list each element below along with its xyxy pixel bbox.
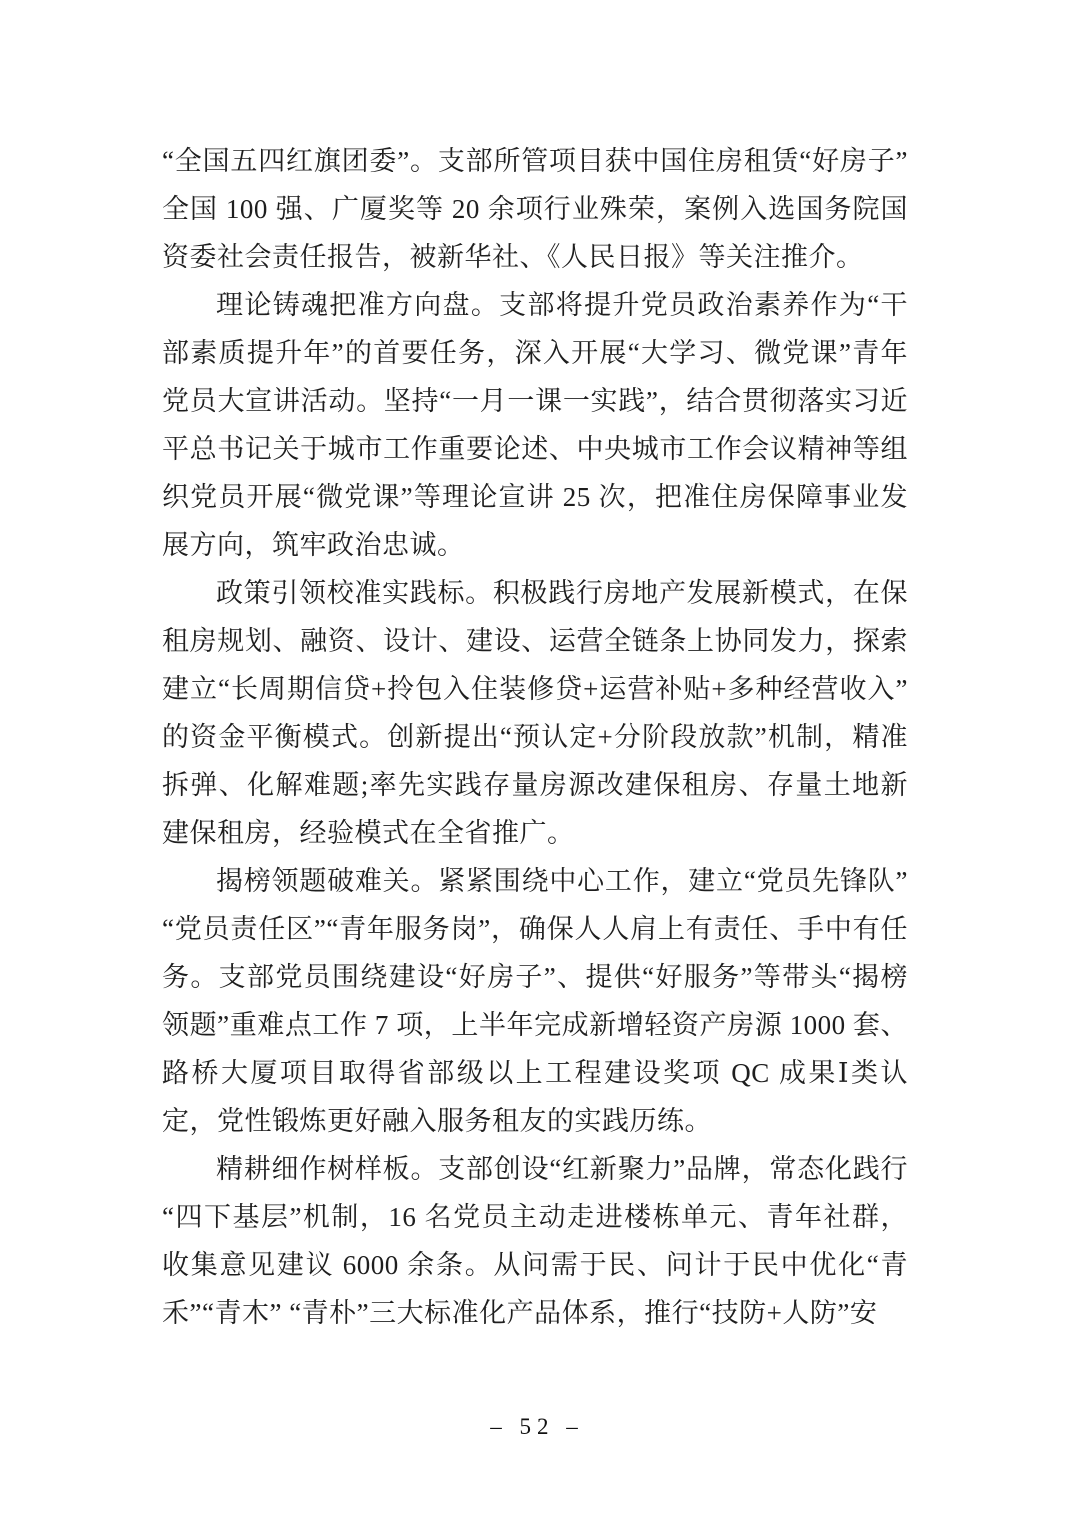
page-footer [0,1414,1074,1440]
paragraph-theory: 理论铸魂把准方向盘。支部将提升党员政治素养作为“干部素质提升年”的首要任务，深入开展“大学习、微党课”青年党员大宣讲活动。坚持“一月一课一实践”，结合贯彻落实习近平总书记关于城市工作重要论述、中央城市工作会议精神等组织党员开展“微党课”等理论宣讲 25 次，把准住房保障事业发展方向，筑牢政治忠诚。 [162,290,908,560]
paragraph-brand: 精耕细作树样板。支部创设“红新聚力”品牌，常态化践行“四下基层”机制，16 名党员主动走进楼栋单元、青年社群，收集意见建议 6000 余条。从问需于民、问计于民中优化“青禾”“青木” “青朴”三大标准化产品体系，推行“技防+人防”安 [162,1154,908,1328]
paragraph-policy: 政策引领校准实践标。积极践行房地产发展新模式，在保租房规划、融资、设计、建设、运营全链条上协同发力，探索建立“长周期信贷+拎包入住装修贷+运营补贴+多种经营收入”的资金平衡模式。创新提出“预认定+分阶段放款”机制，精准拆弹、化解难题;率先实践存量房源改建保租房、存量土地新建保租房，经验模式在全省推广。 [162,578,908,848]
paragraph-awards-continuation: “全国五四红旗团委”。支部所管项目获中国住房租赁“好房子”全国 100 强、广厦奖等 20 余项行业殊荣，案例入选国务院国资委社会责任报告，被新华社、《人民日报》等关注推介。 [162,146,908,272]
page-number: – 52 – [490,1414,584,1439]
paragraph-challenges: 揭榜领题破难关。紧紧围绕中心工作，建立“党员先锋队”“党员责任区”“青年服务岗”，确保人人肩上有责任、手中有任务。支部党员围绕建设“好房子”、提供“好服务”等带头“揭榜领题”重难点工作 7 项，上半年完成新增轻资产房源 1000 套、路桥大厦项目取得省部级以上工程建设奖项 QC 成果Ⅰ类认定，党性锻炼更好融入服务租友的实践历练。 [162,866,908,1136]
document-body [162,137,908,1337]
